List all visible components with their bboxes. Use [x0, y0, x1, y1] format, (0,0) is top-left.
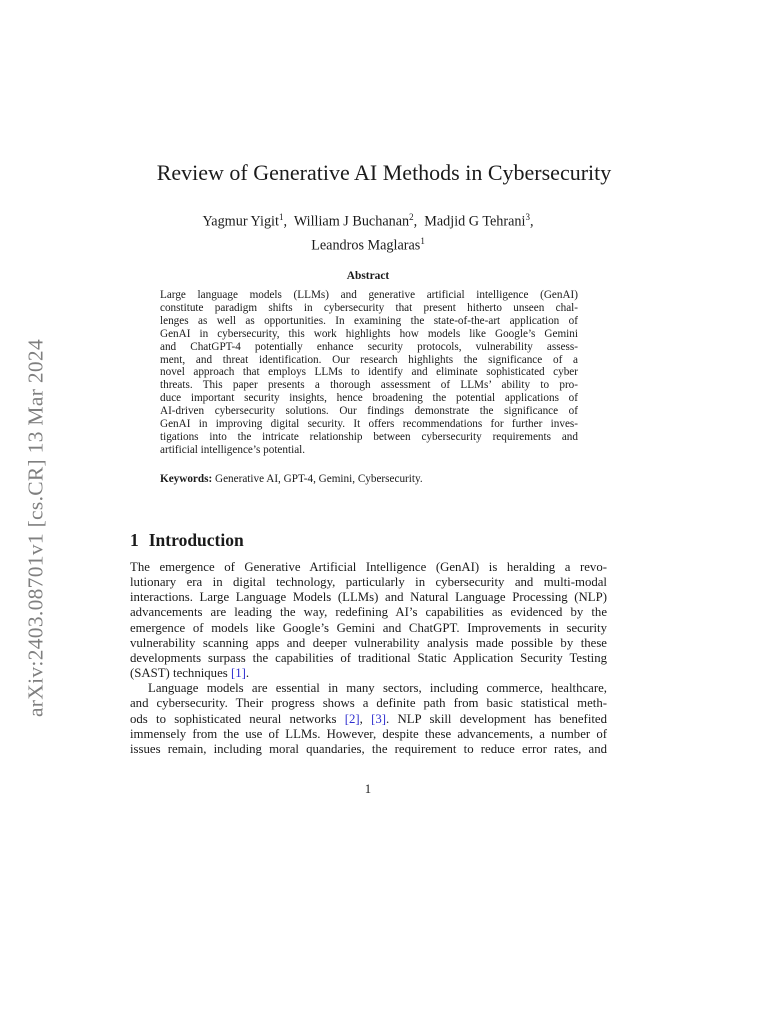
author-affiliation-mark: 1	[420, 235, 425, 246]
body-line: immensely from the use of LLMs. However, despite these advancements, a number of	[130, 726, 607, 741]
arxiv-identifier-stamp: arXiv:2403.08701v1 [cs.CR] 13 Mar 2024	[23, 338, 48, 718]
body-punctuation: .	[245, 666, 250, 681]
page-number: 1	[364, 782, 372, 796]
author-affiliation-mark: 2	[409, 212, 414, 222]
section-title: Introduction	[148, 530, 244, 550]
abstract-heading: Abstract	[346, 270, 390, 282]
body-line: advancements are leading the way, redefining AI’s capabilities as evidenced by the	[130, 605, 607, 620]
abstract-line: constitute paradigm shifts in cybersecurity that present hitherto unseen chal-	[160, 301, 578, 314]
author-affiliation-mark: 3	[525, 212, 530, 222]
section-heading	[130, 530, 244, 551]
section-number: 1	[130, 530, 139, 550]
abstract-line: Large language models (LLMs) and generative artificial intelligence (GenAI)	[160, 289, 578, 301]
author-name: Leandros Maglaras	[311, 237, 421, 254]
citation-link[interactable]: [1]	[230, 666, 246, 681]
abstract-line: and ChatGPT-4 potentially enhance security protocols, vulnerability assess-	[160, 340, 578, 353]
body-line	[130, 712, 607, 727]
citation-link[interactable]: [2]	[344, 711, 360, 726]
body-line: lutionary era in digital technology, particularly in cybersecurity and multi-modal	[130, 575, 607, 590]
abstract-line: threats. This paper presents a thorough assessment of LLMs’ ability to pro-	[160, 379, 578, 392]
keywords-label: Keywords:	[160, 473, 213, 485]
abstract-line: GenAI in cybersecurity, this work highlights how models like Google’s Gemini	[160, 327, 578, 340]
body-line-text: . NLP skill development has benefited	[386, 711, 608, 726]
author-name: Madjid G Tehrani	[424, 213, 526, 230]
abstract-body	[160, 289, 578, 457]
body-line: developments surpass the capabilities of traditional Static Application Security Testing	[130, 650, 607, 665]
keywords-text: Generative AI, GPT-4, Gemini, Cybersecurity.	[215, 473, 423, 485]
abstract-line: tigations into the intricate relationship between cybersecurity requirements and	[160, 430, 578, 443]
abstract-line: ment, and threat identification. Our research highlights the significance of a	[160, 353, 578, 366]
introduction-body	[130, 560, 607, 757]
body-line-text: (SAST) techniques	[130, 666, 231, 681]
body-line: issues remain, including moral quandaries, the requirement to reduce error rates, and	[130, 741, 607, 756]
body-line: The emergence of Generative Artificial Intelligence (GenAI) is heralding a revo-	[130, 560, 607, 574]
abstract-line: artificial intelligence’s potential.	[160, 443, 306, 456]
author-list: Yagmur Yigit$^1$, William J Buchanan$^2$, Madjid G Tehrani$^3$, Leandros Maglaras$^1$	[202, 212, 534, 254]
body-line: interactions. Large Language Models (LLMs) and Natural Language Processing (NLP)	[130, 590, 607, 605]
author-affiliation-mark: 1	[278, 212, 284, 222]
abstract-line: lenges as well as opportunities. In examining the state-of-the-art application of	[160, 314, 578, 327]
body-line-text: ods to sophisticated neural networks	[130, 711, 345, 726]
body-line: emergence of models like Google’s Gemini and ChatGPT. Improvements in security	[130, 620, 607, 635]
body-line	[130, 666, 607, 681]
abstract-line: AI-driven cybersecurity solutions. Our findings demonstrate the significance of	[160, 405, 578, 418]
citation-link[interactable]: [3]	[371, 711, 387, 726]
paper-title: Review of Generative AI Methods in Cybersecurity	[156, 160, 612, 185]
abstract-line: duce important security insights, hence broadening the potential applications of	[160, 392, 578, 405]
keywords	[160, 473, 578, 485]
author-name: William J Buchanan	[293, 213, 410, 230]
body-line: Language models are essential in many sectors, including commerce, healthcare,	[148, 681, 607, 696]
abstract-line: GenAI in improving digital security. It offers recommendations for further inves-	[160, 418, 578, 431]
abstract-line: novel approach that employs LLMs to identify and eliminate sophisticated cyber	[160, 366, 578, 379]
body-punctuation: ,	[359, 711, 372, 726]
body-line: vulnerability scanning apps and deeper vulnerability analysis made possible by these	[130, 635, 607, 650]
author-name: Yagmur Yigit	[202, 213, 279, 230]
body-line: and cybersecurity. Their progress shows a definite path from basic statistical meth-	[130, 696, 607, 711]
